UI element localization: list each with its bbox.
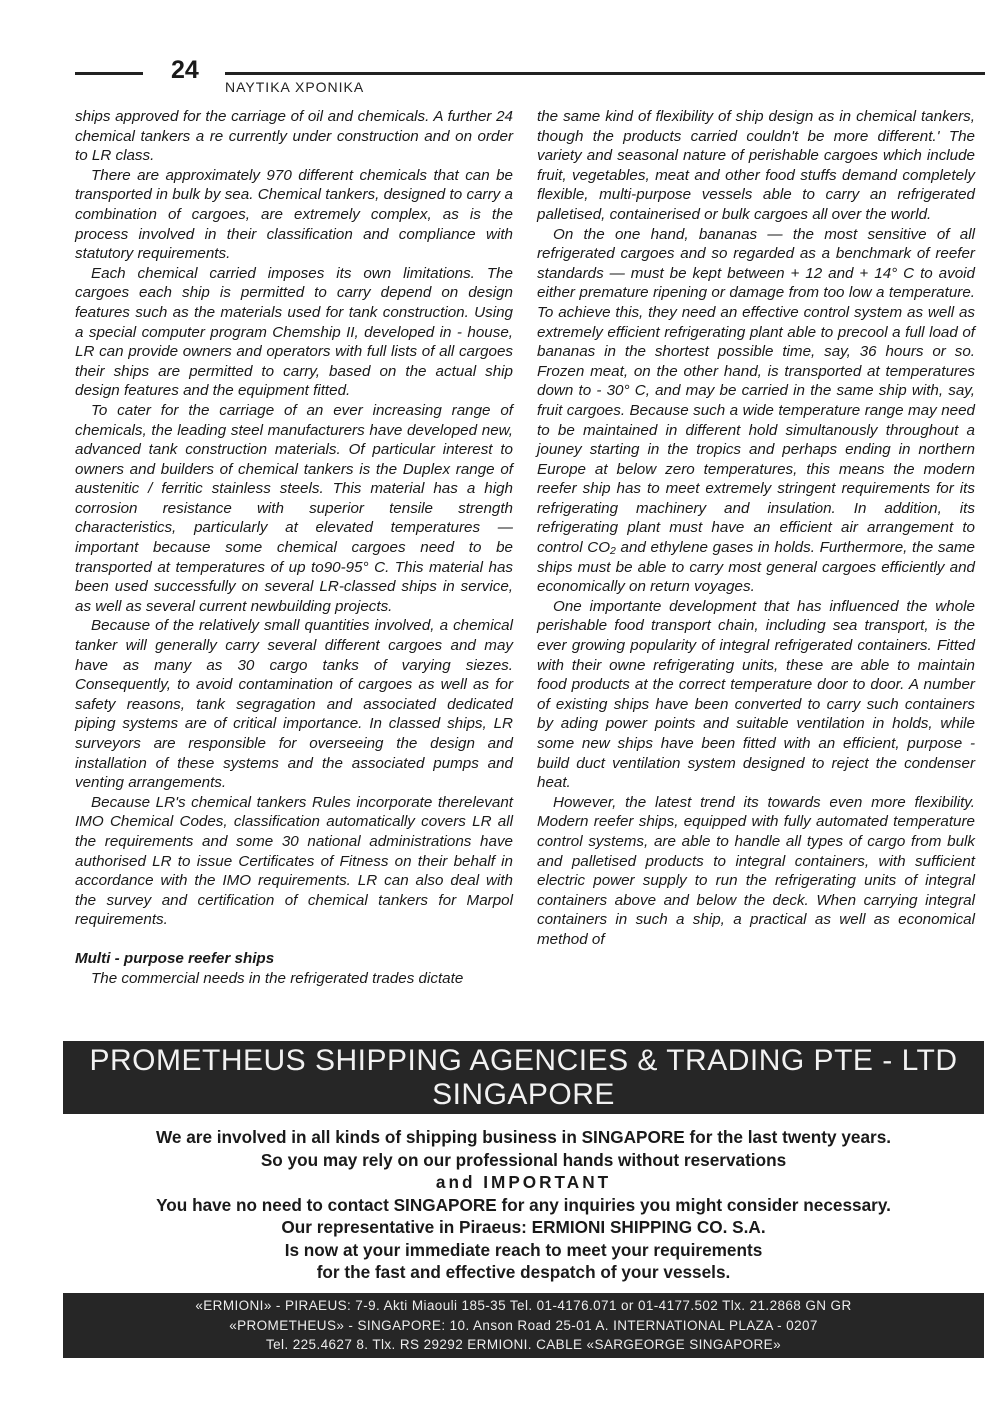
ad-line-important: and IMPORTANT: [435, 1172, 612, 1192]
section-subheading: Multi - purpose reefer ships: [75, 949, 275, 967]
ad-contact-line: «ERMIONI» - PIRAEUS: 7-9. Akti Miaouli 185-35 Tel. 01-4176.071 or 01-4177.502 Tlx. 21.2868 GN GR: [195, 1298, 852, 1313]
header-rule-left: [75, 72, 143, 75]
ad-company-location: SINGAPORE: [432, 1078, 615, 1111]
ad-line: So you may rely on our professional hands without reservations: [260, 1149, 787, 1170]
journal-title: ΝΑΥΤΙΚΑ ΧΡΟΝΙΚΑ: [225, 79, 365, 95]
article-paragraph: The commercial needs in the refrigerated trades dictate: [91, 969, 464, 987]
ad-line: Our representative in Piraeus: ERMIONI SHIPPING CO. S.A.: [281, 1217, 766, 1237]
article-paragraph: Because LR's chemical tankers Rules incorporate therelevant IMO Chemical Codes, classification automatically covers LR all the requirements and some 30 national administrations have authorised LR to issue Certificates of Fitness on their behalf in accordance with the IMO requirements. LR can also deal with the survey and certification of chemical tankers for Marpol requirements.: [75, 793, 513, 929]
ad-company-name: PROMETHEUS SHIPPING AGENCIES & TRADING PTE - LTD: [89, 1044, 958, 1077]
article-paragraph: Because of the relatively small quantities involved, a chemical tanker will generally carry several different cargoes and may have as many as 30 cargo tanks of varying siezes. Consequently, to avoid contamination of cargoes as well as for safety reasons, tank segragation and associated dedicated piping systems are of critical importance. In classed ships, LR surveyors are responsible for overseeing the design and installation of these systems and the associated pumps and venting arrangements.: [75, 617, 513, 792]
advertisement-banner: [63, 1041, 984, 1114]
page-header: [75, 56, 985, 100]
ad-line: Is now at your immediate reach to meet your requirements: [284, 1239, 763, 1260]
advertisement-contact-footer: [63, 1293, 984, 1358]
article-paragraph: To cater for the carriage of an ever increasing range of chemicals, the leading steel manufacturers have developed new, advanced tank construction materials. Of particular interest to owners and builders of chemical tankers is the Duplex range of austenitic / ferritic stainless steels. This material has a high corrosion resistance with superior tensile strength characteristics, particularly at elevated temperatures — important because some chemical cargoes need to be transported at temperatures of up to90-95° C. This material has been used successfully on several LR-classed ships in service, as well as several current newbuilding projects.: [75, 401, 513, 615]
article-column-right: [537, 107, 975, 950]
page-number: 24: [171, 56, 199, 84]
header-rule-right: [225, 72, 985, 75]
advertisement-body: [63, 1126, 984, 1284]
ad-contact-line: Tel. 225.4627 8. Tlx. RS 29292 ERMIONI. CABLE «SARGEORGE SINGAPORE»: [265, 1337, 781, 1352]
article-column-left: [75, 107, 513, 988]
article-paragraph: the same kind of flexibility of ship design as in chemical tankers, though the products carried couldn't be more different.' The variety and seasonal nature of perishable cargoes which include fruit, vegetables, meat and other food stuffs demand completely flexible, multi-purpose vessels able to carry an refrigerated palletised, containerised or bulk cargoes all over the world.: [537, 108, 975, 223]
article-paragraph: There are approximately 970 different chemicals that can be transported in bulk by sea. Chemical tankers, designed to carry a combination of cargoes, are extremely complex, as is the process involved in their classification and compliance with statutory requirements.: [75, 166, 513, 263]
ad-line: You have no need to contact SINGAPORE for any inquiries you might consider necessary.: [156, 1194, 891, 1215]
ad-line: We are involved in all kinds of shipping business in SINGAPORE for the last twenty years.: [155, 1127, 892, 1147]
ad-line: for the fast and effective despatch of your vessels.: [316, 1262, 731, 1282]
article-paragraph: However, the latest trend its towards even more flexibility. Modern reefer ships, equipped with fully automated temperature control systems, are able to handle all types of cargo from bulk and palletised products to integral containers, with sufficient electric power supply to run the refrigerating units of integral containers above and below the deck. When carrying integral containers in such a ship, a practical as well as economical method of: [537, 793, 975, 948]
article-paragraph: One importante development that has influenced the whole perishable food transport chain, including sea transport, is the ever growing popularity of integral refrigerated containers. Fitted with their owne refrigerating units, these are able to maintain food products at the correct temperature door to door. A number of existing ships have been converted to carry such containers by ading power points and suitable ventilation in holds, while some new ships have been fitted with an efficient, purpose - build duct ventilation system designed to reject the condenser heat.: [537, 597, 975, 792]
ad-contact-line: «PROMETHEUS» - SINGAPORE: 10. Anson Road 25-01 A. INTERNATIONAL PLAZA - 0207: [229, 1317, 818, 1333]
article-paragraph: On the one hand, bananas — the most sensitive of all refrigerated cargoes and so regarded as a benchmark of reefer standards — must be kept between + 12 and + 14° C to avoid either premature ripening or damage from too low a temperature. To achieve this, they need an effective control system as well as extremely efficient refrigerating plant able to precool a full load of bananas in the shortest possible time, say, 36 hours or so. Frozen meat, on the other hand, is transported at temperatures down to - 30° C, and may be carried in the same ship with, say, fruit cargoes. Because such a wide temperature range may need to be maintained in different hold simultanously throughout a jouney starting in the tropics and perhaps ending in northern Europe at below zero temperatures, this means the modern reefer ship has to meet extremely stringent requirements for its refrigerating machinery and insulation. In addition, its refrigerating plant must have an efficient air arrangement to control CO₂ and ethylene gases in holds. Furthermore, the same ships must be able to carry most general cargoes efficiently and economically on return voyages.: [537, 225, 975, 596]
article-paragraph: Each chemical carried imposes its own limitations. The cargoes each ship is permitted to carry depend on design features such as the materials used for tank construction. Using a special computer program Chemship II, developed in - house, LR can provide owners and operators with full lists of all cargoes their ships are permitted to carry, based on the actual ship design features and the equipment fitted.: [75, 264, 513, 400]
article-paragraph: ships approved for the carriage of oil and chemicals. A further 24 chemical tankers a re currently under construction and on order to LR class.: [75, 108, 513, 165]
